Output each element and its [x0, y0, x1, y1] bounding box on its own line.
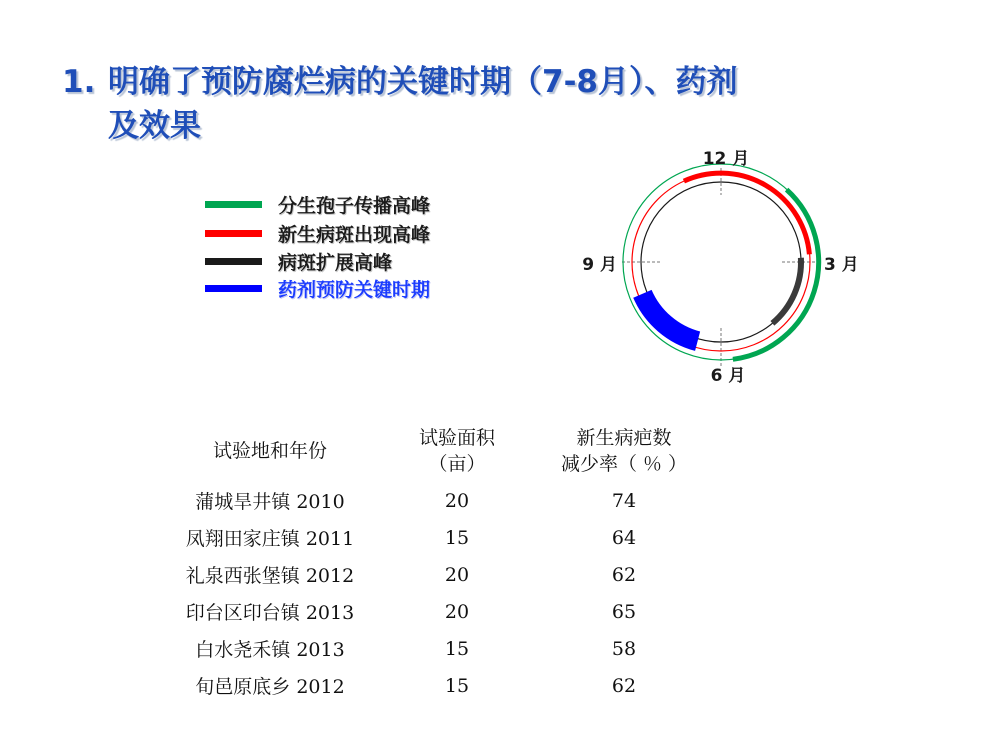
cell-location: 印台区印台镇 2013	[185, 602, 355, 624]
table-row	[170, 482, 704, 519]
legend-swatch-blue	[205, 285, 262, 292]
seasonal-wheel-diagram	[560, 140, 860, 390]
arc-blue-key-period	[642, 294, 697, 341]
table-row	[170, 519, 704, 556]
arc-black-expansion-peak	[772, 258, 801, 324]
month-label-6: 6 月	[710, 366, 746, 386]
title-line-1: 明确了预防腐烂病的关键时期（7-8月）、药剂	[108, 64, 738, 100]
legend-item-key-period	[205, 275, 505, 302]
header-area: 试验面积 （亩）	[418, 427, 495, 475]
legend-item-expansion	[205, 248, 505, 275]
cell-rate: 64	[611, 526, 637, 549]
legend-label: 药剂预防关键时期	[278, 279, 431, 301]
table-row	[170, 630, 704, 667]
cell-location: 蒲城旱井镇 2010	[195, 491, 345, 513]
trial-results-table	[170, 420, 704, 704]
arc-green-spore-peak	[733, 190, 819, 360]
month-label-9: 9 月	[582, 255, 617, 275]
legend-swatch-green	[205, 201, 262, 208]
cell-rate: 65	[611, 600, 637, 623]
cell-location: 凤翔田家庄镇 2011	[185, 528, 355, 550]
title-line-2: 及效果	[108, 108, 201, 144]
cell-location: 礼泉西张堡镇 2012	[185, 565, 355, 587]
legend-label: 新生病斑出现高峰	[278, 224, 431, 246]
table-row	[170, 593, 704, 630]
cell-area: 20	[444, 563, 470, 586]
arc-red-new-lesion-peak	[684, 173, 810, 254]
month-label-3: 3 月	[824, 255, 859, 275]
cell-rate: 74	[611, 489, 637, 512]
cell-area: 15	[444, 637, 470, 660]
header-location-year: 试验地和年份	[212, 440, 327, 462]
page-title	[62, 60, 922, 148]
legend-label: 分生孢子传播高峰	[278, 195, 431, 217]
cell-location: 旬邑原底乡 2012	[195, 676, 345, 698]
title-number: 1.	[62, 64, 96, 100]
legend	[205, 190, 505, 302]
cell-area: 15	[444, 674, 470, 697]
cell-area: 15	[444, 526, 470, 549]
cell-area: 20	[444, 600, 470, 623]
cell-rate: 62	[611, 674, 637, 697]
table-row	[170, 556, 704, 593]
cell-rate: 58	[611, 637, 637, 660]
cell-rate: 62	[611, 563, 637, 586]
table-row	[170, 667, 704, 704]
month-label-12: 12 月	[702, 149, 750, 169]
legend-item-spore	[205, 190, 505, 219]
legend-swatch-red	[205, 230, 262, 237]
cell-location: 白水尧禾镇 2013	[195, 639, 345, 661]
legend-label: 病斑扩展高峰	[278, 252, 393, 274]
table-header-row	[170, 420, 704, 482]
legend-swatch-black	[205, 258, 262, 265]
header-reduction-rate: 新生病疤数 减少率（ ％ ）	[560, 427, 688, 475]
cell-area: 20	[444, 489, 470, 512]
legend-item-new-lesion	[205, 219, 505, 248]
